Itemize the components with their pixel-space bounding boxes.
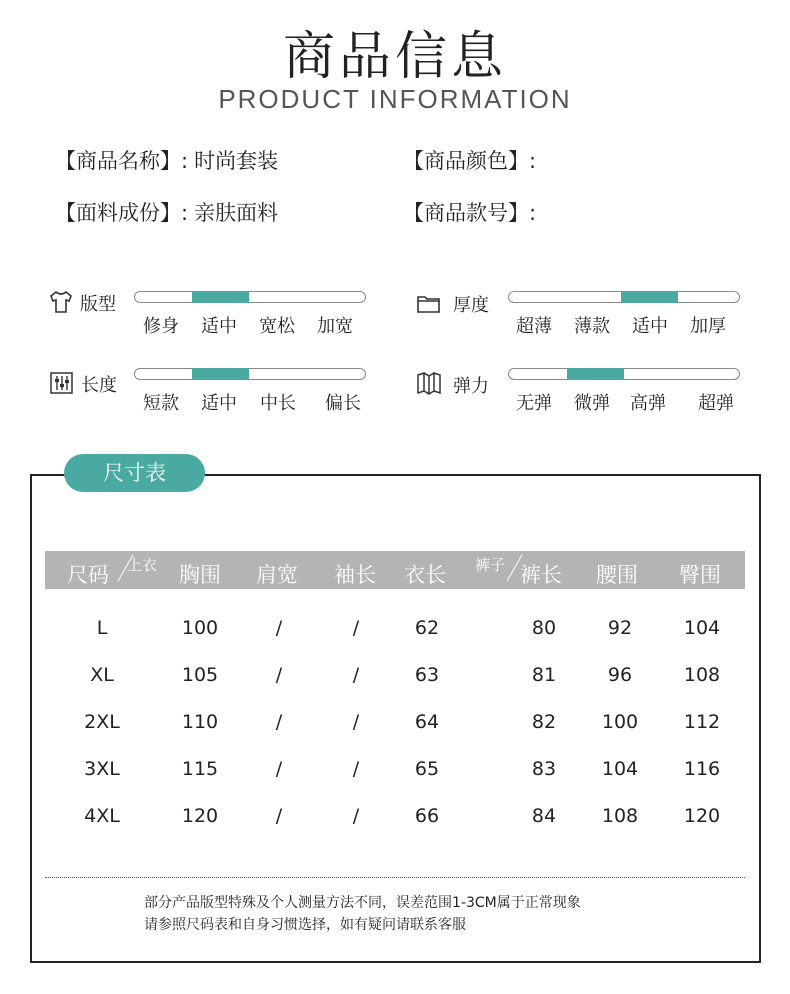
table-cell: / <box>275 758 283 780</box>
header-shoulder: 肩宽 <box>256 563 298 587</box>
attr-fit-bar <box>134 291 366 303</box>
table-cell: 83 <box>531 758 557 780</box>
attr-fit-option: 适中 <box>201 316 237 337</box>
size-table-header <box>45 551 745 589</box>
table-cell: 100 <box>181 617 219 639</box>
table-cell: 110 <box>181 711 219 733</box>
attr-elasticity-option: 超弹 <box>698 393 734 414</box>
page-subtitle: PRODUCT INFORMATION <box>218 84 572 114</box>
attr-elasticity-option: 高弹 <box>630 393 666 414</box>
attr-length-label: 长度 <box>81 375 117 396</box>
table-cell: 66 <box>414 805 440 827</box>
info-name-value: 时尚套装 <box>194 149 279 173</box>
table-cell: 120 <box>181 805 219 827</box>
table-cell: 92 <box>607 617 633 639</box>
page-title: 商品信息 <box>282 27 507 87</box>
table-cell: 4XL <box>84 805 120 827</box>
sliders-icon <box>49 370 75 396</box>
table-cell: 65 <box>414 758 440 780</box>
table-cell: / <box>275 805 283 827</box>
table-cell: 120 <box>683 805 721 827</box>
table-cell: / <box>275 711 283 733</box>
table-cell: L <box>96 617 108 639</box>
attr-fit-label: 版型 <box>80 294 116 315</box>
table-cell: 80 <box>531 617 557 639</box>
attr-thickness-option: 薄款 <box>574 316 610 337</box>
note-line-1: 部分产品版型特殊及个人测量方法不同，误差范围1-3CM属于正常现象 <box>144 895 581 911</box>
table-cell: 115 <box>181 758 219 780</box>
table-cell: 82 <box>531 711 557 733</box>
attr-elasticity-fill <box>567 368 624 380</box>
table-cell: 108 <box>683 664 721 686</box>
info-style <box>403 197 542 227</box>
table-cell: 100 <box>601 711 639 733</box>
header-pants-length: 裤长 <box>520 563 562 587</box>
divider-dotted <box>45 877 745 878</box>
info-color-label: 【商品颜色】: <box>403 149 537 173</box>
header-hip: 臀围 <box>679 563 721 587</box>
header-waist: 腰围 <box>596 563 638 587</box>
header-size: 尺码 <box>67 563 109 587</box>
attr-elasticity-option: 微弹 <box>574 393 610 414</box>
table-cell: / <box>275 617 283 639</box>
table-cell: 105 <box>181 664 219 686</box>
attr-length-option: 适中 <box>201 393 237 414</box>
table-cell: 104 <box>601 758 639 780</box>
info-name-label: 【商品名称】: <box>55 149 189 173</box>
info-name <box>55 145 278 175</box>
info-fabric-value: 亲肤面料 <box>194 201 279 225</box>
attr-fit-option: 加宽 <box>317 316 353 337</box>
attr-length-fill <box>192 368 249 380</box>
header-length: 衣长 <box>404 563 446 587</box>
attr-fit-fill <box>192 291 249 303</box>
table-cell: / <box>352 664 360 686</box>
attr-thickness-bar <box>508 291 740 303</box>
table-cell: 108 <box>601 805 639 827</box>
table-cell: 96 <box>607 664 633 686</box>
table-cell: / <box>275 664 283 686</box>
info-style-label: 【商品款号】: <box>403 201 537 225</box>
attr-length-bar <box>134 368 366 380</box>
attr-thickness-option: 超薄 <box>516 316 552 337</box>
attr-thickness-fill <box>621 291 678 303</box>
folder-icon <box>416 291 442 317</box>
table-cell: 81 <box>531 664 557 686</box>
table-cell: / <box>352 758 360 780</box>
attr-thickness-option: 适中 <box>632 316 668 337</box>
table-cell: 63 <box>414 664 440 686</box>
size-table-badge: 尺寸表 <box>64 454 205 492</box>
attr-length-option: 偏长 <box>325 393 361 414</box>
table-cell: 104 <box>683 617 721 639</box>
table-cell: XL <box>90 664 114 686</box>
map-icon <box>416 370 442 396</box>
table-cell: 84 <box>531 805 557 827</box>
attr-length-option: 短款 <box>143 393 179 414</box>
info-fabric <box>55 197 278 227</box>
tshirt-icon <box>48 289 74 315</box>
attr-elasticity-label: 弹力 <box>453 376 489 397</box>
header-sleeve: 袖长 <box>334 563 376 587</box>
table-cell: / <box>352 711 360 733</box>
attr-elasticity-option: 无弹 <box>516 393 552 414</box>
info-color <box>403 145 542 175</box>
table-cell: / <box>352 617 360 639</box>
table-cell: 64 <box>414 711 440 733</box>
attr-fit-option: 宽松 <box>259 316 295 337</box>
header-pants-tag: 裤子 <box>475 556 506 574</box>
info-fabric-label: 【面料成份】: <box>55 201 189 225</box>
attr-thickness-option: 加厚 <box>690 316 726 337</box>
table-cell: 112 <box>683 711 721 733</box>
note-line-2: 请参照尺码表和自身习惯选择，如有疑问请联系客服 <box>144 917 466 933</box>
table-cell: 2XL <box>84 711 120 733</box>
attr-fit-option: 修身 <box>143 316 179 337</box>
header-chest: 胸围 <box>179 563 221 587</box>
table-cell: 62 <box>414 617 440 639</box>
table-cell: 3XL <box>84 758 120 780</box>
header-top-tag: 上衣 <box>127 556 158 574</box>
attr-thickness-label: 厚度 <box>453 295 489 316</box>
attr-length-option: 中长 <box>260 393 296 414</box>
table-cell: / <box>352 805 360 827</box>
table-cell: 116 <box>683 758 721 780</box>
attr-elasticity-bar <box>508 368 740 380</box>
